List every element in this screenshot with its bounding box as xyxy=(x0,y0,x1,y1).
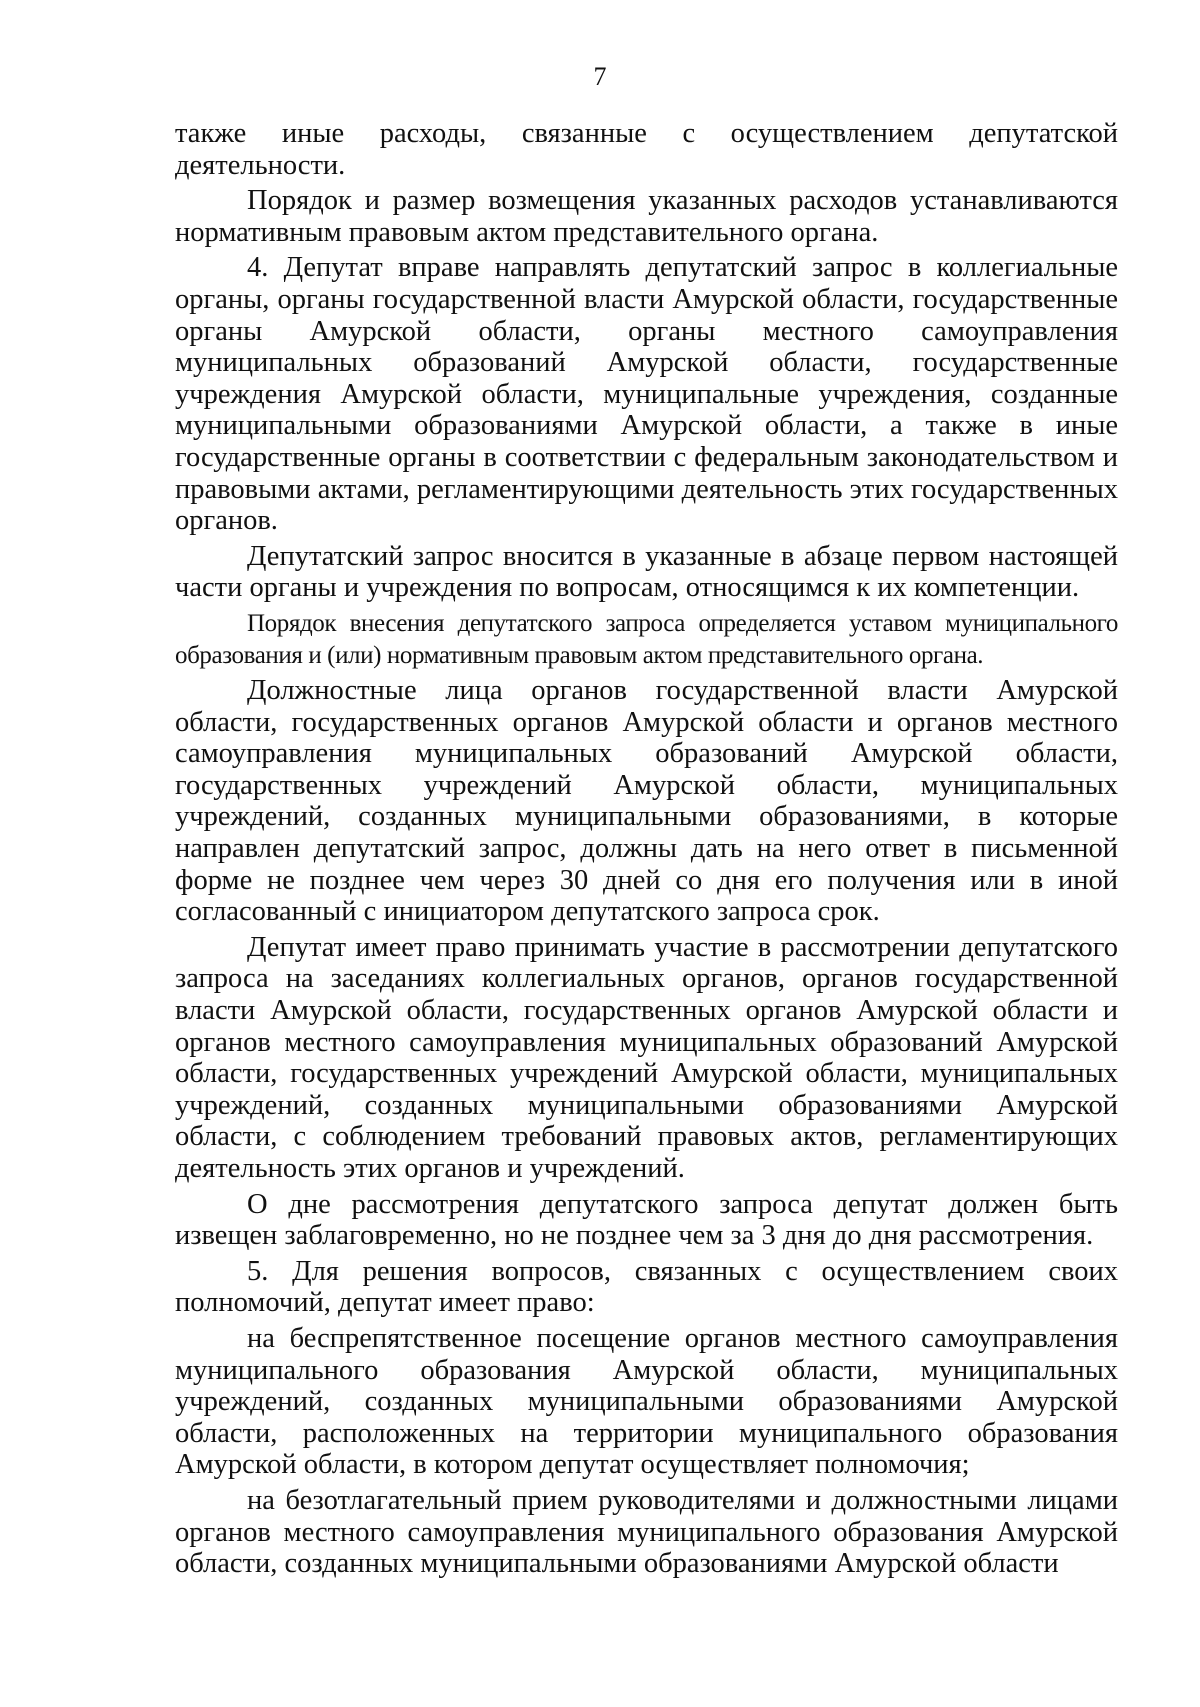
paragraph-item-4: 4. Депутат вправе направлять депутатский запрос в коллегиальные органы, органы государственной власти Амурской области, государственные органы Амурской области, органы местного самоуправления муниципальных образований Амурской области, государственные учреждения Амурской области, муниципальные учреждения, созданные муниципальными образованиями Амурской области, а также в иные государственные органы в соответствии с федеральным законодательством и правовыми актами, регламентирующими деятельность этих государственных органов. xyxy=(175,252,1118,537)
paragraph-request-scope: Депутатский запрос вносится в указанные в абзаце первом настоящей части органы и учреждения по вопросам, относящимся к их компетенции. xyxy=(175,540,1118,604)
paragraph-request-procedure: Порядок внесения депутатского запроса определяется уставом муниципального образования и (или) нормативным правовым актом представительного органа. xyxy=(175,609,1118,669)
paragraph-reception-right: на безотлагательный прием руководителями и должностными лицами органов местного самоуправления муниципального образования Амурской области, созданных муниципальными образованиями Амурской области xyxy=(175,1484,1118,1580)
document-body xyxy=(175,118,1118,1584)
paragraph-continuation: также иные расходы, связанные с осуществлением депутатской деятельности. xyxy=(175,118,1118,181)
paragraph-item-5: 5. Для решения вопросов, связанных с осуществлением своих полномочий, депутат имеет право: xyxy=(175,1255,1118,1319)
paragraph-participation-right: Депутат имеет право принимать участие в рассмотрении депутатского запроса на заседаниях коллегиальных органов, органов государственной власти Амурской области, государственных органов Амурской области и органов местного самоуправления муниципальных образований Амурской области, государственных учреждений Амурской области, муниципальных учреждений, созданных муниципальными образованиями Амурской области, с соблюдением требований правовых актов, регламентирующих деятельность этих органов и учреждений. xyxy=(175,931,1118,1184)
paragraph-officials-response: Должностные лица органов государственной власти Амурской области, государственных органов Амурской области и органов местного самоуправления муниципальных образований Амурской области, государственных учреждений Амурской области, муниципальных учреждений, созданных муниципальными образованиями, в которые направлен депутатский запрос, должны дать на него ответ в письменной форме не позднее чем через 30 дней со дня его получения или в иной согласованный с инициатором депутатского запроса срок. xyxy=(175,675,1118,928)
paragraph-notification: О дне рассмотрения депутатского запроса депутат должен быть извещен заблаговременно, но не позднее чем за 3 дня до дня рассмотрения. xyxy=(175,1188,1118,1252)
page-number: 7 xyxy=(593,62,607,91)
paragraph-visit-right: на беспрепятственное посещение органов местного самоуправления муниципального образования Амурской области, муниципальных учреждений, созданных муниципальными образованиями Амурской области, расположенных на территории муниципального образования Амурской области, в котором депутат осуществляет полномочия; xyxy=(175,1322,1118,1481)
paragraph-reimbursement-order: Порядок и размер возмещения указанных расходов устанавливаются нормативным правовым актом представительного органа. xyxy=(175,185,1118,248)
